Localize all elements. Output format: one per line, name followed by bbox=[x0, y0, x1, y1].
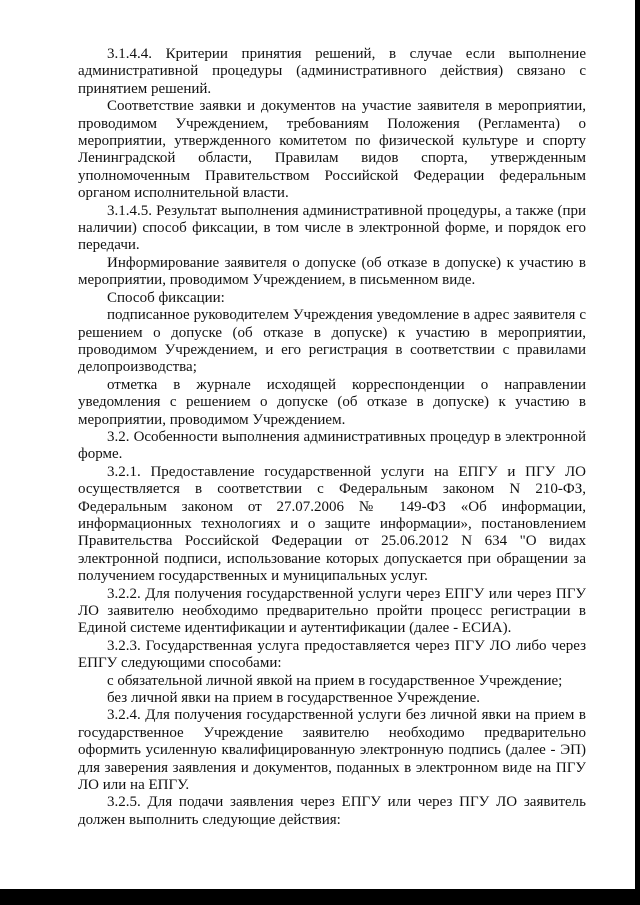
paragraph-3-1-4-5: 3.1.4.5. Результат выполнения административной процедуры, а также (при наличии) способ фиксации, в том числе в электронной форме, и порядок его передачи. bbox=[78, 202, 586, 254]
scan-edge-bottom bbox=[0, 889, 640, 905]
paragraph-without-visit: без личной явки на прием в государственное Учреждение. bbox=[107, 690, 480, 707]
paragraph-journal-mark: отметка в журнале исходящей корреспонденции о направлении уведомления с решением о допуске (об отказе в допуске) к участию в мероприятии, проводимом Учреждением. bbox=[78, 376, 586, 428]
paragraph-3-2-3: 3.2.3. Государственная услуга предоставляется через ПГУ ЛО либо через ЕПГУ следующими способами: bbox=[78, 637, 586, 672]
scan-edge-right bbox=[635, 0, 640, 905]
paragraph-fixation-method: Способ фиксации: bbox=[107, 289, 225, 306]
paragraph-signed-notice: подписанное руководителем Учреждения уведомление в адрес заявителя с решением о допуске (об отказе в допуске) к участию в мероприятии, проводимом Учреждением, и его регистрация в соответствии с правилами делопроизводства; bbox=[78, 307, 586, 376]
paragraph-3-2-4: 3.2.4. Для получения государственной услуги без личной явки на прием в государственное Учреждение заявителю необходимо предварительно оформить усиленную квалифицированную электронную подпись (далее - ЭП) для заверения заявления и документов, поданных в электронном виде на ПГУ ЛО или на ЕПГУ. bbox=[78, 707, 586, 794]
paragraph-3-1-4-4: 3.1.4.4. Критерии принятия решений, в случае если выполнение административной процедуры (административного действия) связано с принятием решений. bbox=[78, 46, 586, 97]
paragraph-3-2-2: 3.2.2. Для получения государственной услуги через ЕПГУ или через ПГУ ЛО заявителю необходимо предварительно пройти процесс регистрации в Единой системе идентификации и аутентификации (далее - ЕСИА). bbox=[78, 585, 586, 637]
paragraph-with-visit: с обязательной личной явкой на прием в государственное Учреждение; bbox=[107, 672, 563, 689]
paragraph-3-2-1: 3.2.1. Предоставление государственной услуги на ЕПГУ и ПГУ ЛО осуществляется в соответствии с Федеральным законом N 210-ФЗ, Федеральным законом от 27.07.2006 № 149-ФЗ «Об информации, информационных технологиях и о защите информации», постановлением Правительства Российской Федерации от 25.06.2012 N 634 "О видах электронной подписи, использование которых допускается при обращении за получением государственных и муниципальных услуг. bbox=[78, 463, 586, 585]
paragraph-3-2-5: 3.2.5. Для подачи заявления через ЕПГУ или через ПГУ ЛО заявитель должен выполнить следующие действия: bbox=[78, 794, 586, 828]
paragraph-3-2: 3.2. Особенности выполнения административных процедур в электронной форме. bbox=[78, 428, 586, 463]
paragraph-informing: Информирование заявителя о допуске (об отказе в допуске) к участию в мероприятии, проводимом Учреждением, в письменном виде. bbox=[78, 254, 586, 289]
document-body bbox=[78, 46, 586, 829]
paragraph-compliance: Соответствие заявки и документов на участие заявителя в мероприятии, проводимом Учреждением, требованиям Положения (Регламента) о мероприятии, утвержденного комитетом по физической культуре и спорту Ленинградской области, Правилам видов спорта, утвержденным уполномоченным Правительством Российской Федерации федеральным органом исполнительной власти. bbox=[78, 98, 586, 202]
